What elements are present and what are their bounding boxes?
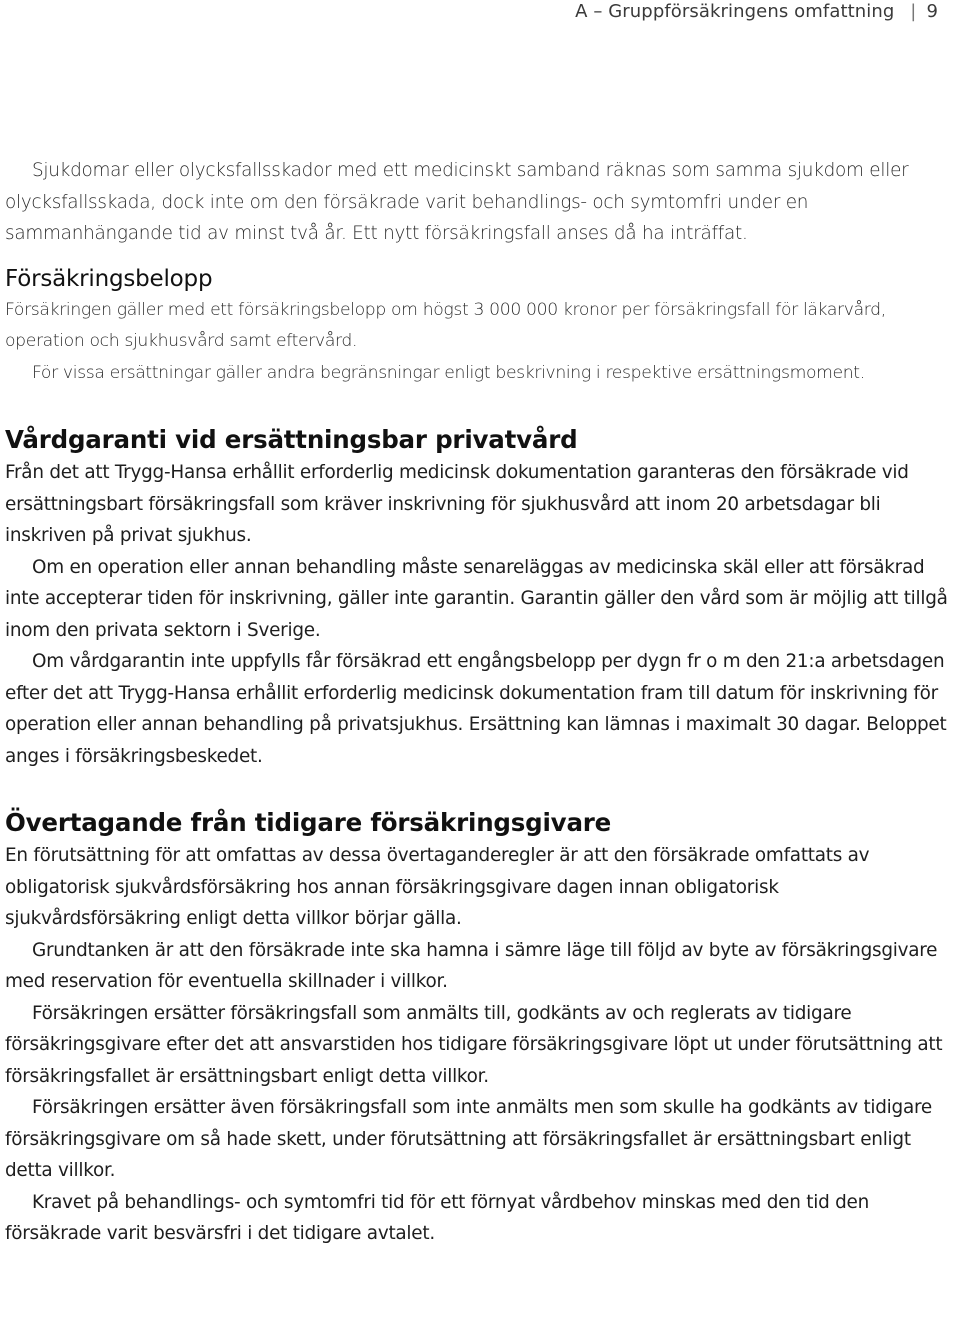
- forsakringsbelopp-paragraph-1: Försäkringen gäller med ett försäkringsbelopp om högst 3 000 000 kronor per försäkringsfall för läkarvård, operation och sjukhusvård samt eftervård.: [5, 299, 886, 351]
- vardgaranti-paragraph-3: Om vårdgarantin inte uppfylls får försäkrad ett engångsbelopp per dygn fr o m den 21:a arbetsdagen efter det att Trygg-Hansa erhållit erforderlig medicinsk dokumentation fram till datum för inskrivning för operation eller annan behandling på privatsjukhus. Ersättning kan lämnas i maximalt 30 dagar. Beloppet anges i försäkringsbeskedet.: [5, 651, 947, 767]
- overtagande-paragraph-5: Kravet på behandlings- och symtomfri tid för ett förnyat vårdbehov minskas med den tid den försäkrade varit besvärsfri i det tidigare avtalet.: [5, 1191, 869, 1244]
- running-header: [575, 0, 938, 24]
- overtagande-paragraph-2: Grundtanken är att den försäkrade inte ska hamna i sämre läge till följd av byte av försäkringsgivare med reservation för eventuella skillnader i villkor.: [5, 939, 938, 992]
- vardgaranti-paragraph-1: Från det att Trygg-Hansa erhållit erforderlig medicinsk dokumentation garanteras den försäkrade vid ersättningsbart försäkringsfall som kräver inskrivning för sjukhusvård att inom 20 arbetsdagar bli inskriven på privat sjukhus.: [5, 462, 909, 546]
- overtagande-paragraph-3: Försäkringen ersätter försäkringsfall som anmälts till, godkänts av och reglerats av tidigare försäkringsgivare efter det att ansvarstiden hos tidigare försäkringsgivare löpt ut under förutsättning att försäkringsfallet är ersättningsbart enligt detta villkor.: [5, 1002, 943, 1087]
- forsakringsbelopp-paragraph-2: För vissa ersättningar gäller andra begränsningar enligt beskrivning i respektive ersättningsmoment.: [32, 362, 865, 383]
- overtagande-heading: Övertagande från tidigare försäkringsgivare: [5, 808, 612, 837]
- page-number: 9: [926, 1, 938, 22]
- vardgaranti-heading: Vårdgaranti vid ersättningsbar privatvård: [5, 425, 578, 454]
- forsakringsbelopp-section: [5, 263, 955, 390]
- header-separator: |: [910, 1, 917, 22]
- overtagande-section: [5, 806, 955, 1250]
- intro-paragraph: Sjukdomar eller olycksfallsskador med ett medicinskt samband räknas som samma sjukdom eller olycksfallsskada, dock inte om den försäkrade varit behandlings- och symtomfri under en sammanhängande tid av minst två år. Ett nytt försäkringsfall anses då ha inträffat.: [5, 160, 909, 244]
- header-dash: –: [593, 1, 603, 22]
- chapter-title: Gruppförsäkringens omfattning: [608, 1, 895, 22]
- vardgaranti-section: [5, 423, 955, 772]
- intro-section: [5, 155, 955, 250]
- overtagande-paragraph-1: En förutsättning för att omfattas av dessa övertaganderegler är att den försäkrade omfattats av obligatorisk sjukvårdsförsäkring hos annan försäkringsgivare dagen innan obligatorisk sjukvårdsförsäkring enligt detta villkor börjar gälla.: [5, 845, 870, 929]
- forsakringsbelopp-heading: Försäkringsbelopp: [5, 265, 213, 292]
- section-letter: A: [575, 1, 588, 22]
- vardgaranti-paragraph-2: Om en operation eller annan behandling måste senareläggas av medicinska skäl eller att försäkrad inte accepterar tiden för inskrivning, gäller inte garantin. Garantin gäller den vård som är möjlig att tillgå inom den privata sektorn i Sverige.: [5, 556, 948, 641]
- document-body: [5, 155, 955, 1250]
- overtagande-paragraph-4: Försäkringen ersätter även försäkringsfall som inte anmälts men som skulle ha godkänts av tidigare försäkringsgivare om så hade skett, under förutsättning att försäkringsfallet är ersättningsbart enligt detta villkor.: [5, 1097, 932, 1181]
